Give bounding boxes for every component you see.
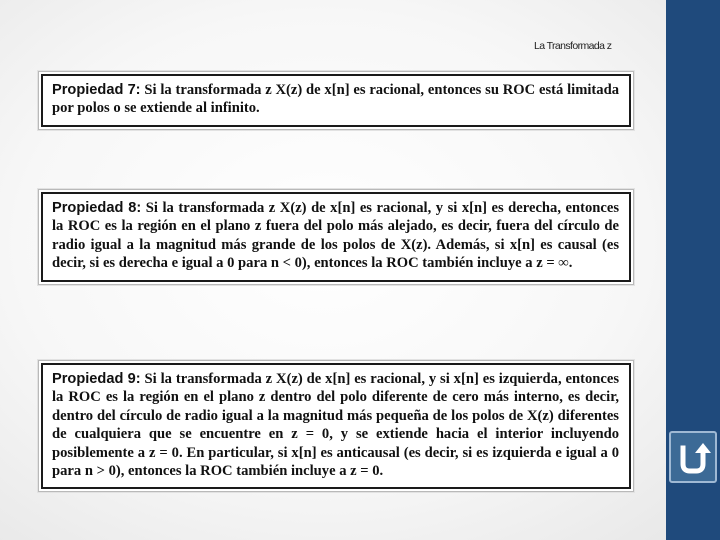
property-text: Si la transformada z X(z) de x[n] es racional, y si x[n] es izquierda, entonces la ROC es la región en el plano z dentro del polo diferente de cero más interno, es decir, dentro del círculo de radio igual a la magnitud más pequeña de los polos de X(z) diferentes de cualquiera que se encuentre en z = 0, y se extiende hacia el interior incluyendo posiblemente a z = 0. En particular, si x[n] es anticausal (es decir, si es izquierda e igual a 0 para n > 0), entonces la ROC también incluye a z = 0. <box>52 371 619 480</box>
slide-title: La Transformada z <box>534 40 612 52</box>
return-arrow-icon <box>675 438 711 476</box>
return-button[interactable] <box>669 431 717 483</box>
property-text: Si la transformada z X(z) de x[n] es racional, y si x[n] es derecha, entonces la ROC es la región en el plano z fuera del polo más alejado, es decir, fuera del círculo de radio igual a la magnitud más grande de los polos de X(z). Además, si x[n] es causal (es decir, si es derecha e igual a 0 para n < 0), entonces la ROC también incluye a z = ∞. <box>52 200 619 272</box>
property-label: Propiedad 7: <box>52 82 141 98</box>
property-8-box <box>38 189 634 285</box>
property-text: Si la transformada z X(z) de x[n] es racional, entonces su ROC está limitada por polos o se extiende al infinito. <box>52 82 619 117</box>
property-7-box <box>38 71 634 130</box>
property-label: Propiedad 9: <box>52 371 141 387</box>
property-9-box <box>38 360 634 492</box>
property-label: Propiedad 8: <box>52 200 142 216</box>
